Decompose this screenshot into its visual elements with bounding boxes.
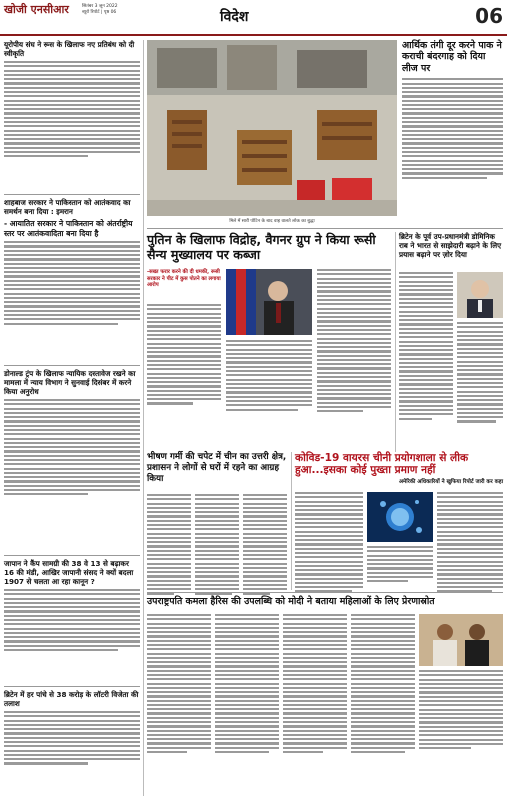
- body-imran: [4, 241, 140, 325]
- page-number: 06: [475, 4, 503, 28]
- raab-photo: [457, 272, 503, 318]
- raab-photo-image: [457, 272, 503, 318]
- body-china-heat-col1: [147, 494, 191, 595]
- kamala-modi-photo: [419, 614, 503, 666]
- subhead-covid: अमेरिकी अधिकारियों ने खुफिया रिपोर्ट जारी कर कहा: [398, 478, 503, 485]
- body-pakistan-port: [402, 78, 503, 179]
- body-kamala-col5: [419, 670, 503, 749]
- body-kamala-col2: [215, 614, 279, 753]
- kicker-imran: - आयातित सरकार ने पाकिस्तान को अंतर्राष्ट्रीय स्तर पर आतंकवादिता बना दिया है: [4, 219, 133, 238]
- brand-name: खोजी एनसीआर: [4, 3, 69, 16]
- body-lottery: [4, 711, 140, 765]
- divider: [4, 555, 140, 556]
- port-photo: [147, 40, 397, 216]
- headline-eu-sanctions: यूरोपीय संघ ने रूस के खिलाफ नए प्रतिबंध को दी स्वीकृति: [4, 40, 135, 58]
- story-imran: [4, 198, 140, 325]
- body-trump: [4, 399, 140, 495]
- story-putin: [147, 232, 391, 452]
- headline-lottery: ब्रिटेन में हर पांचे से 38 करोड़ के लॉटरी विजेता की तलाश: [4, 690, 139, 708]
- virus-photo-image: [367, 492, 433, 542]
- body-britain-col1: [399, 272, 453, 420]
- headline-japan: जापान ने कैंप सामग्री की 38 वे 13 से बढ़ाकर 16 की मंडी, आखिर जापानी संसद ने क्यों बदला 1907 से चलता आ रहा कानून ?: [4, 559, 134, 586]
- body-china-heat-col2: [195, 494, 239, 595]
- headline-britain: ब्रिटेन के पूर्व उप-प्रधानमंत्री डोमिनिक राब ने भारत से साझेदारी बढ़ाने के लिए प्रयास बढ़ाने पर ज़ोर दिया: [399, 232, 502, 259]
- story-trump: [4, 369, 140, 495]
- headline-pakistan-port: आर्थिक तंगी दूर करने पाक ने कराची बंदरगाह को दिया लीज पर: [402, 40, 502, 74]
- story-japan: [4, 559, 140, 651]
- date-line: सितंबर 3 जून 2022 ब्यूरो रिपोर्ट | पृष्ठ 06: [82, 4, 118, 15]
- body-putin-col1: [147, 304, 221, 405]
- divider: [147, 592, 503, 593]
- body-putin-col2: [226, 340, 312, 411]
- putin-photo: [226, 269, 312, 335]
- putin-photo-image: [226, 269, 312, 335]
- story-china-heat: [147, 452, 288, 590]
- story-covid: [295, 452, 503, 590]
- body-covid-col3: [437, 492, 503, 593]
- story-kamala-modi: [147, 596, 503, 796]
- divider: [4, 365, 140, 366]
- headline-imran: शाहबाज सरकार ने पाकिस्तान को आतंकवाद का समर्थन बना दिया : इमरान: [4, 198, 131, 216]
- body-kamala-col3: [283, 614, 347, 753]
- body-eu-sanctions: [4, 61, 140, 157]
- divider: [4, 194, 140, 195]
- body-japan: [4, 589, 140, 651]
- headline-trump: डोनाल्ड ट्रंप के खिलाफ न्यायिक दस्तावेज रखने का मामला में न्याय विभाग ने सुनवाई दिसंबर में करने किया अनुरोध: [4, 369, 136, 396]
- column-divider: [291, 452, 292, 590]
- kamala-modi-photo-image: [419, 614, 503, 666]
- body-kamala-col1: [147, 614, 211, 753]
- body-britain-col2: [457, 322, 503, 423]
- body-covid-col1: [295, 492, 363, 593]
- story-eu-sanctions: [4, 40, 140, 157]
- story-lottery: [4, 690, 140, 765]
- body-putin-col3: [317, 269, 391, 412]
- column-divider: [395, 232, 396, 452]
- body-china-heat-col3: [243, 494, 287, 595]
- divider: [147, 228, 503, 229]
- left-column: [4, 40, 140, 796]
- headline-china-heat: भीषण गर्मी की चपेट में चीन का उत्तरी क्षेत्र, प्रशासन ने लोगों से घरों में रहने का आग्रह किया: [147, 452, 287, 484]
- port-photo-caption: मिले में सारी पोटिन के बाद वाह वालते लोक का बुद्धा: [229, 219, 315, 224]
- story-britain: [399, 232, 503, 452]
- masthead: [0, 0, 507, 36]
- headline-putin: पुतिन के खिलाफ विद्रोह, वैगनर ग्रुप ने किया रूसी सैन्य मुख्यालय पर कब्जा: [147, 232, 376, 262]
- port-photo-image: [147, 40, 397, 216]
- story-pakistan-port: [402, 40, 503, 216]
- body-covid-col2: [367, 546, 433, 582]
- body-kamala-col4: [351, 614, 415, 753]
- headline-covid: कोविड-19 वायरस चीनी प्रयोगशाला से लीक हुआ...इसका कोई पुख्ता प्रमाण नहीं: [295, 452, 469, 477]
- column-divider: [143, 40, 144, 796]
- section-title: विदेश: [220, 9, 249, 25]
- headline-kamala-modi: उपराष्ट्रपति कमला हैरिस की उपलब्धि को मोदी ने बताया महिलाओं के लिए प्रेरणास्रोत: [147, 596, 435, 607]
- brand-block: [4, 2, 82, 17]
- kicker-putin: -सख्त फरार करने की दी धमकी, रूसी सरकार ने पीट में कुस पोतने का लगाया आरोप: [147, 269, 221, 289]
- virus-photo: [367, 492, 433, 542]
- divider: [4, 686, 140, 687]
